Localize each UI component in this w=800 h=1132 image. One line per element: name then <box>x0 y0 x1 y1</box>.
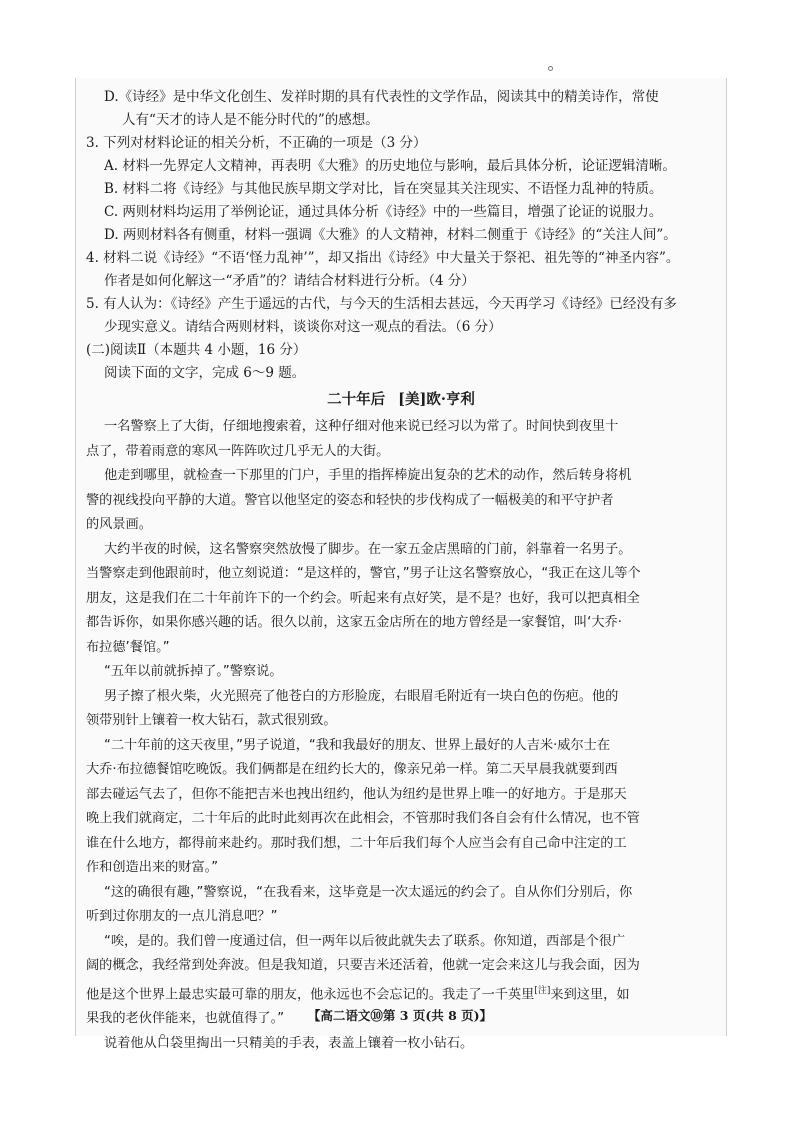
footnote-marker: [注] <box>534 985 551 996</box>
passage-line: 大乔·布拉德餐馆吃晚饭。我们俩都是在纽约长大的，像亲兄弟一样。第二天早晨我就要到西 <box>86 762 618 777</box>
passage-line: “五年以前就拆掉了。”警察说。 <box>104 664 283 679</box>
passage-line: 男子擦了根火柴，火光照亮了他苍白的方形脸庞，右眼眉毛附近有一块白色的伤疤。他的 <box>104 688 619 704</box>
passage-line: 当警察走到他跟前时，他立刻说道：“是这样的，警官，”男子让这名警察放心，“我正在这儿等个 <box>86 566 641 581</box>
passage-line: 作和创造出来的财富。” <box>86 860 219 875</box>
passage-line: 警的视线投向平静的大道。警官以他坚定的姿态和轻快的步伐构成了一幅极美的和平守护者 <box>86 492 614 508</box>
passage-line: 说着他从口袋里掏出一只精美的手表，表盖上镶着一枚小钻石。 <box>104 1035 474 1051</box>
passage-line: 的风景画。 <box>86 517 152 532</box>
question-3-option-c: C. 两则材料均运用了举例论证，通过具体分析《诗经》中的一些篇目，增强了论证的说服力。 <box>104 204 663 220</box>
question-5-line2: 少现实意义。请结合两则材料，谈谈你对这一观点的看法。（6 分） <box>104 319 502 335</box>
question-4-line1: 4. 材料二说《诗经》“不语‘怪力乱神’”，却又指出《诗经》中大量关于祭祀、祖先等的“神圣内容”。 <box>86 250 680 266</box>
passage-line: 听到过你朋友的一点儿消息吧？” <box>86 909 278 924</box>
question-3-stem: 3. 下列对材料论证的相关分析，不正确的一项是（3 分） <box>86 135 427 151</box>
passage-line-with-note <box>86 979 716 1008</box>
passage-line-text: 他是这个世界上最忠实最可靠的朋友，他永远也不会忘记的。我走了一千英里 <box>86 986 535 1002</box>
section-2-instruction: 阅读下面的文字，完成 6～9 题。 <box>104 365 306 381</box>
question-3-option-a: A. 材料一先界定人文精神，再表明《大雅》的历史地位与影响，最后具体分析，论证逻辑清晰。 <box>104 158 676 174</box>
passage-author: [美]欧·亨利 <box>398 391 475 408</box>
option-d-line2: 人有“天才的诗人是不能分时代的”的感想。 <box>122 112 379 128</box>
passage-line: 都告诉你，如果你感兴趣的话。很久以前，这家五金店所在的地方曾经是一家餐馆，叫‘大乔· <box>86 615 622 630</box>
passage-line: 谁在什么地方，都得前来赴约。那时我们想，二十年后我们每个人应当会有自己命中注定的工 <box>86 835 627 851</box>
question-3-option-b: B. 材料二将《诗经》与其他民族早期文学对比，旨在突显其关注现实、不语怪力乱神的特质。 <box>104 181 663 197</box>
passage-body <box>86 415 716 1056</box>
passage-line: 一名警察上了大街，仔细地搜索着，这种仔细对他来说已经习以为常了。时间快到夜里十 <box>104 419 619 434</box>
passage-line: 点了，带着雨意的寒风一阵阵吹过几乎无人的大街。 <box>86 443 390 459</box>
page-footer: 【高二语文⑩第 3 页(共 8 页)】 <box>307 1008 493 1023</box>
top-mark-dot <box>548 66 553 71</box>
passage-line: 领带别针上镶着一枚大钻石，款式很别致。 <box>86 713 337 728</box>
passage-line: “唉，是的。我们曾一度通过信，但一两年以后彼此就失去了联系。你知道，西部是个很广 <box>104 933 626 949</box>
passage-line: 果我的老伙伴能来，也就值得了。” <box>86 1011 285 1027</box>
passage-line: 部去碰运气去了，但你不能把吉米也拽出纽约，他认为纽约是世界上唯一的好地方。于是那天 <box>86 786 627 802</box>
question-5-line1: 5. 有人认为：《诗经》产生于遥远的古代，与今天的生活相去甚远，今天再学习《诗经》已经没有多 <box>86 296 677 312</box>
passage-line: 他走到哪里，就检查一下那里的门户，手里的指挥棒旋出复杂的艺术的动作，然后转身将机 <box>104 468 632 483</box>
passage-title-text: 二十年后 <box>327 391 386 408</box>
passage-title <box>86 387 716 413</box>
passage-line: 布拉德’餐馆。” <box>86 639 170 655</box>
passage-line: 大约半夜的时候，这名警察突然放慢了脚步。在一家五金店黑暗的门前，斜靠着一名男子。 <box>104 541 632 557</box>
passage-line: 朋友，这是我们在二十年前许下的一个约会。听起来有点好笑，是不是？也好，我可以把真相全 <box>86 590 640 606</box>
page-content <box>86 86 716 1056</box>
section-2-heading: (二)阅读Ⅱ（本题共 4 小题，16 分） <box>86 342 307 358</box>
question-3-option-d: D. 两则材料各有侧重，材料一强调《大雅》的人文精神，材料二侧重于《诗经》的“关注人间”。 <box>104 227 677 243</box>
question-4-line2: 作者是如何化解这一“矛盾”的？请结合材料进行分析。（4 分） <box>104 273 475 289</box>
passage-line: 晚上我们就商定，二十年后的此时此刻再次在此相会，不管那时我们各自会有什么情况，也不管 <box>86 811 640 826</box>
option-d-line1: D.《诗经》是中华文化创生、发祥时期的具有代表性的文学作品，阅读其中的精美诗作，常使 <box>104 89 659 105</box>
passage-line: 阔的概念，我经常到处奔波。但是我知道，只要吉米还活着，他就一定会来这儿与我会面，因为 <box>86 958 640 973</box>
passage-line: “这的确很有趣，”警察说，“在我看来，这毕竟是一次太遥远的约会了。自从你们分别后，你 <box>104 884 633 900</box>
passage-line-tail: 来到这里，如 <box>550 986 630 1002</box>
passage-line: “二十年前的这天夜里，”男子说道，“我和我最好的朋友、世界上最好的人吉米·威尔士在 <box>104 737 611 753</box>
